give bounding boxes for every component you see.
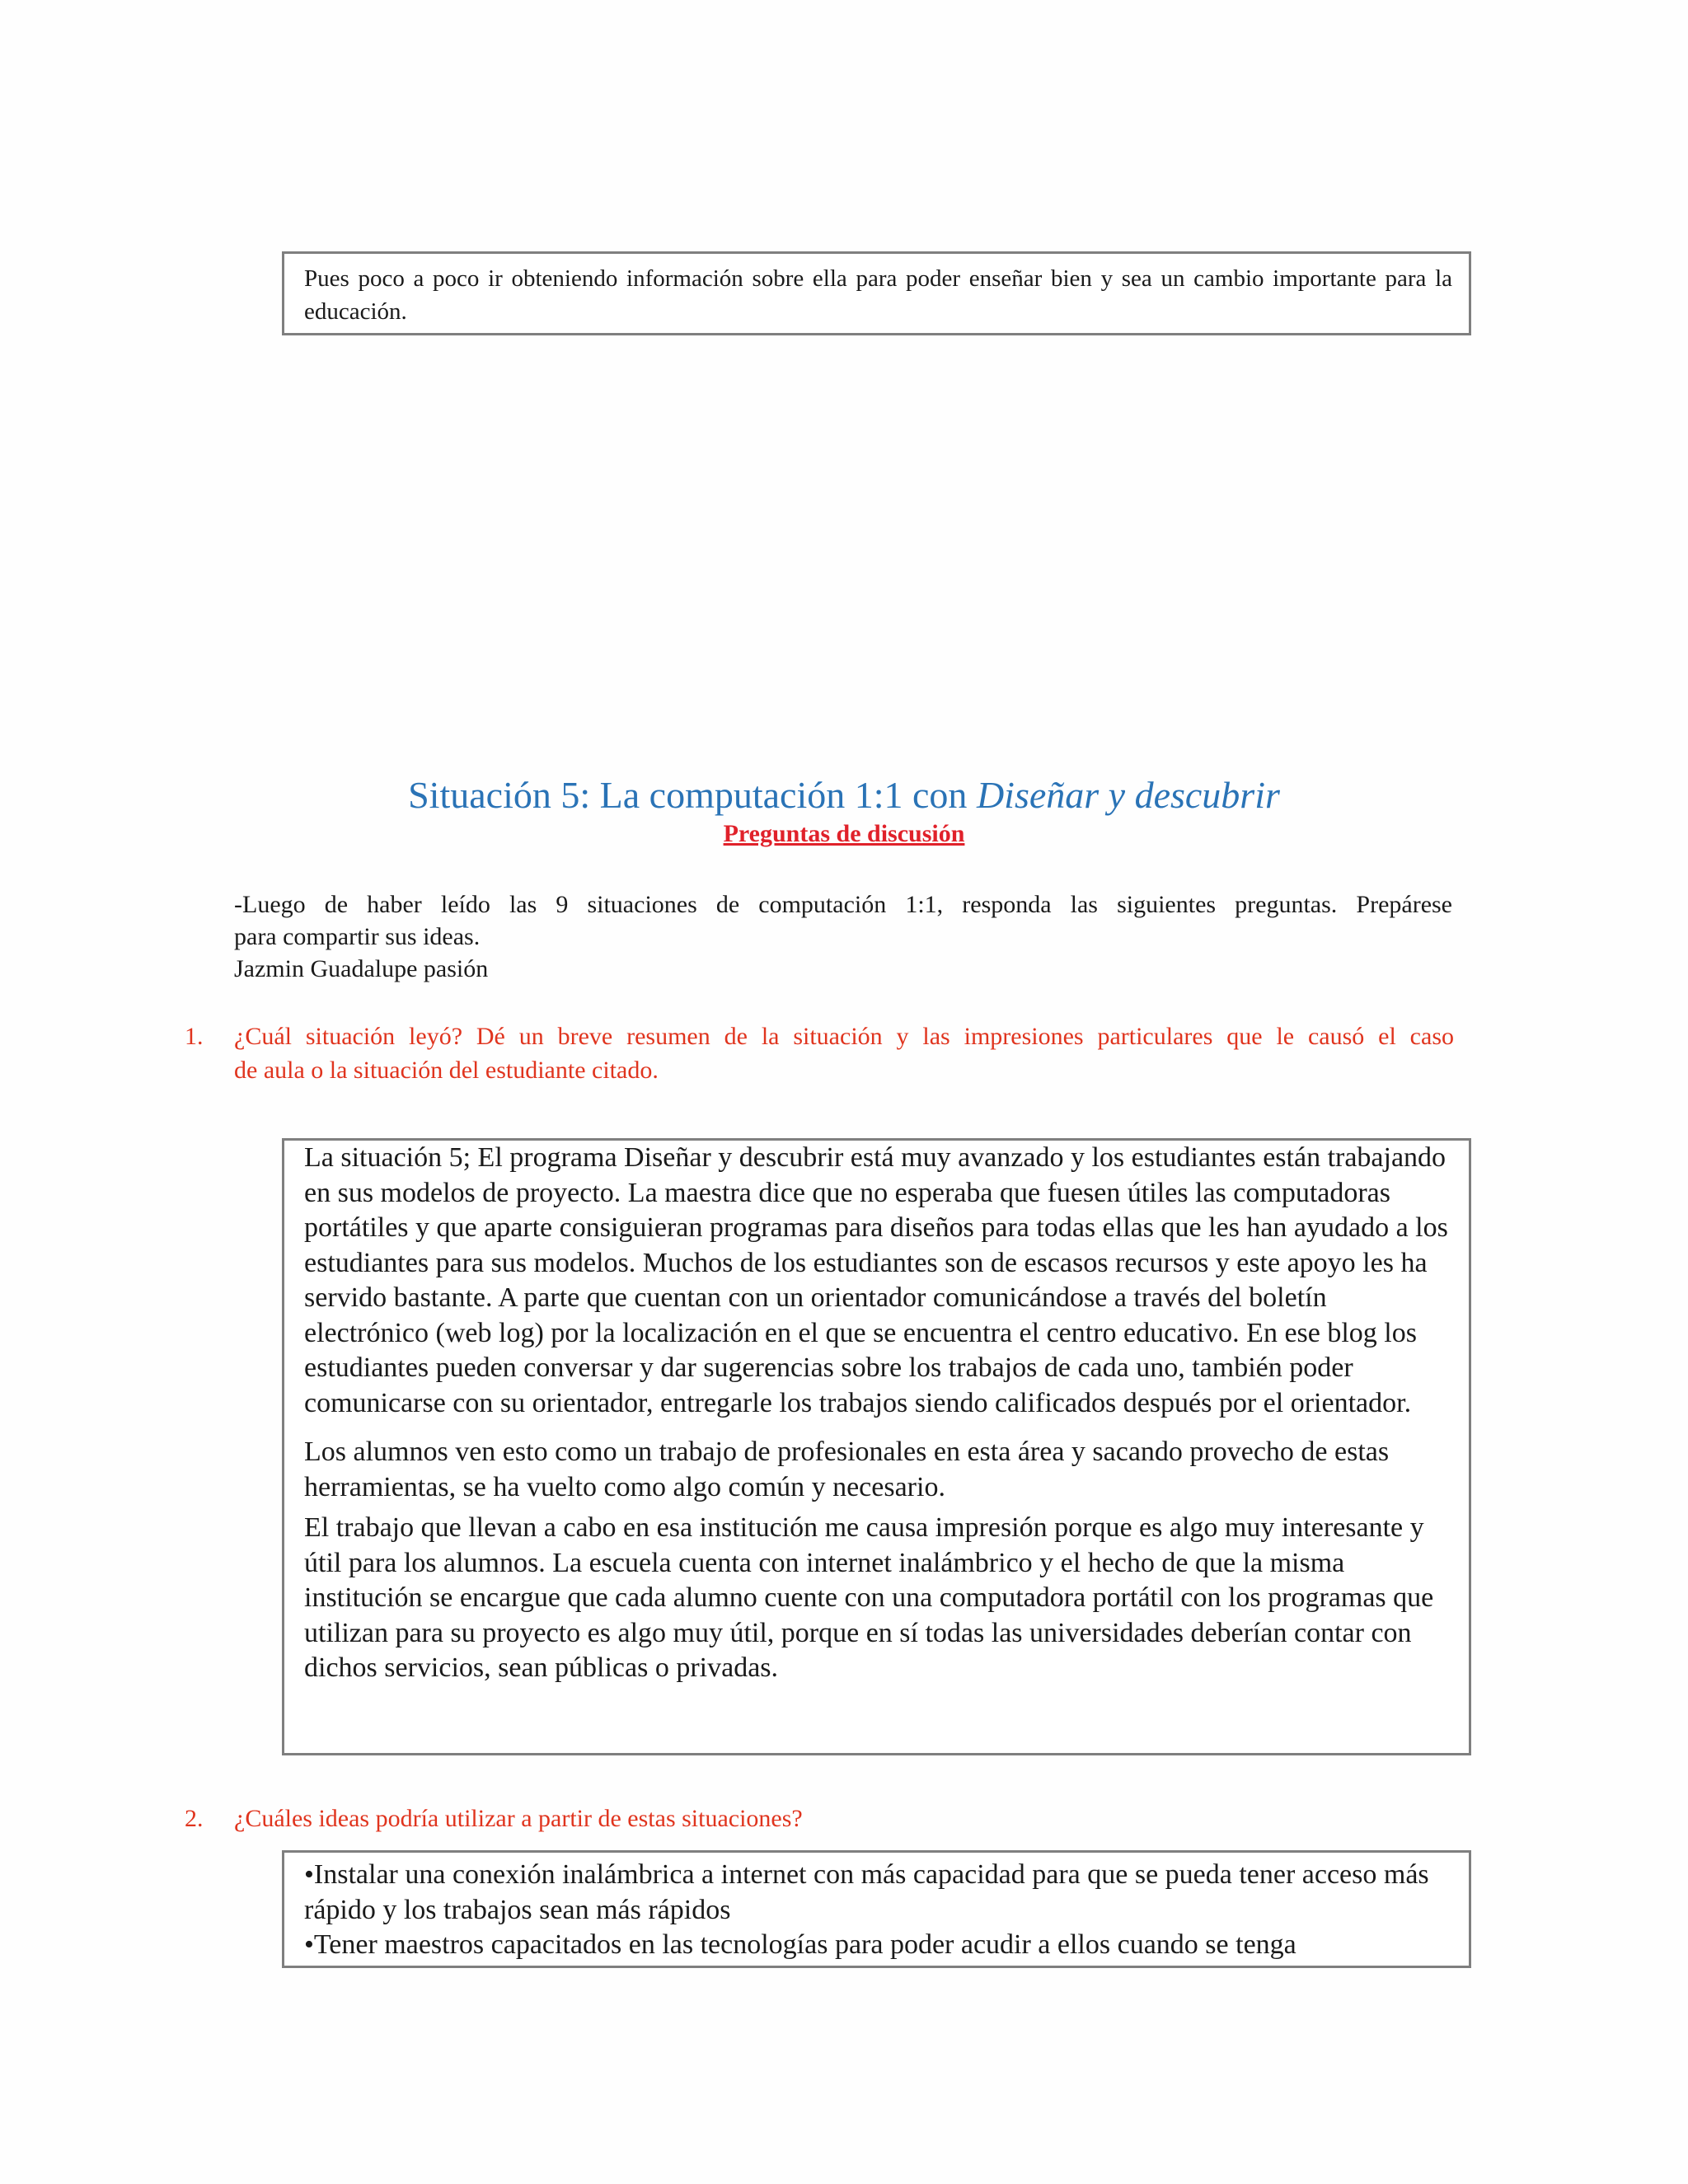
answer-2-item-2: •Tener maestros capacitados en las tecnologías para poder acudir a ellos cuando se tenga (304, 1929, 1296, 1960)
intro-line-1: -Luego de haber leído las 9 situaciones de computación 1:1, responda las siguientes preguntas. Prepárese (234, 891, 1452, 918)
author-name: Jazmin Guadalupe pasión (234, 955, 489, 982)
answer-1-paragraph-3: El trabajo que llevan a cabo en esa institución me causa impresión porque es algo muy interesante y útil para los alumnos. La escuela cuenta con internet inalámbrico y el hecho de que la misma institución se encargue que cada alumno cuente con una computadora portátil con los programas que utilizan para su proyecto es algo muy útil, porque en sí todas las universidades deberían contar con dichos servicios, sean públicas o privadas. (304, 1512, 1434, 1683)
answer-1-paragraph-1: La situación 5; El programa Diseñar y descubrir está muy avanzado y los estudiantes están trabajando en sus modelos de proyecto. La maestra dice que no esperaba que fuesen útiles las computadoras portátiles y que aparte consiguieran programas para diseños para todas ellas que les han ayudado a los estudiantes para sus modelos. Muchos de los estudiantes son de escasos recursos y este apoyo les ha servido bastante. A parte que cuentan con un orientador comunicándose a través del boletín electrónico (web log) por la localización en el que se encuentra el centro educativo. En ese blog los estudiantes pueden conversar y dar sugerencias sobre los trabajos de cada uno, también poder comunicarse con su orientador, entregarle los trabajos siendo calificados después por el orientador. (304, 1142, 1448, 1418)
question-text: ¿Cuáles ideas podría utilizar a partir de estas situaciones? (234, 1805, 803, 1832)
page-title (0, 771, 1688, 820)
intro-line-2: para compartir sus ideas. (234, 923, 481, 950)
title-main: Situación 5: La computación 1:1 con (408, 774, 977, 816)
previous-answer-text: Pues poco a poco ir obteniendo información sobre ella para poder enseñar bien y sea un cambio importante para la educación. (304, 265, 1452, 325)
title-italic: Diseñar y descubrir (976, 774, 1280, 816)
answer-2-box (282, 1850, 1471, 1968)
question-text-line-2: de aula o la situación del estudiante citado. (234, 1057, 659, 1084)
question-text-line-1: ¿Cuál situación leyó? Dé un breve resumen de la situación y las impresiones particulares que le causó el caso (234, 1023, 1454, 1050)
question-2 (185, 1802, 1454, 1835)
answer-1-paragraph-2: Los alumnos ven esto como un trabajo de profesionales en esta área y sacando provecho de estas herramientas, se ha vuelto como algo común y necesario. (304, 1436, 1390, 1502)
previous-answer-box (282, 251, 1471, 335)
intro-block (234, 888, 1452, 985)
question-1 (185, 1019, 1454, 1087)
answer-2-item-1: •Instalar una conexión inalámbrica a internet con más capacidad para que se pueda tener acceso más rápido y los trabajos sean más rápidos (304, 1859, 1429, 1925)
page-subtitle: Preguntas de discusión (723, 820, 965, 847)
answer-1-box (282, 1138, 1471, 1755)
question-number: 2. (185, 1805, 204, 1832)
question-number: 1. (185, 1023, 204, 1050)
